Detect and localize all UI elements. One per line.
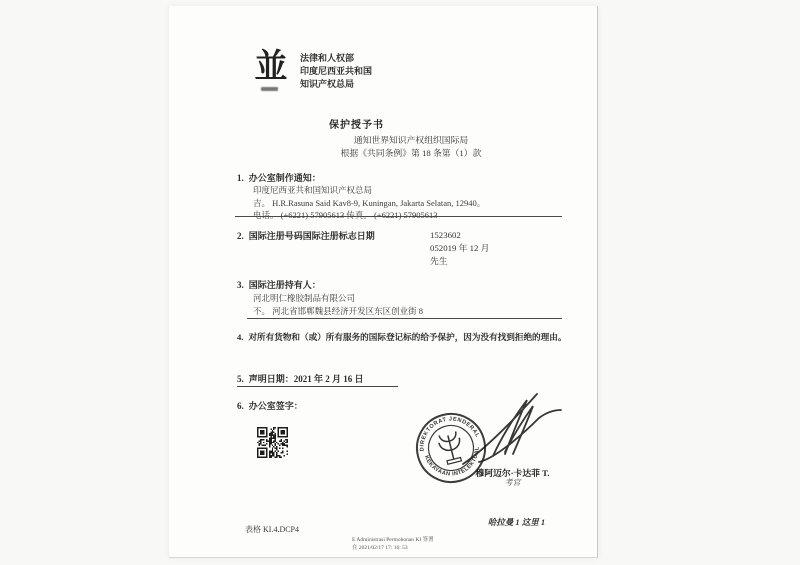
section-1-title: 办公室制作通知： <box>248 173 321 183</box>
divider-rule <box>235 216 562 217</box>
signature-block <box>407 396 567 496</box>
section-3-body <box>253 292 573 317</box>
section-3-number: 3. <box>237 280 244 290</box>
office-address-line: 吉。 H.R.Rasuna Said Kav8-9, Kuningan, Jakarta Selatan, 12940。 <box>253 197 486 208</box>
certificate-page <box>169 6 598 558</box>
stamp-text-bottom: KEKAYAAN INTELEKTUAL <box>422 446 481 478</box>
footer-meta <box>352 536 434 552</box>
section-6-heading <box>237 399 303 412</box>
section-2-title: 国际注册号码国际注册标志日期 <box>248 231 375 241</box>
logo-caption-smudge <box>261 87 278 91</box>
section-6-number: 6. <box>237 401 244 411</box>
registration-salutation: 先生 <box>430 256 448 266</box>
section-2-number: 2. <box>237 231 244 241</box>
holder-name-line: 河北明仁橡胶制品有限公司 <box>253 293 356 303</box>
ministry-line: 知识产权总局 <box>300 79 355 89</box>
registration-number: 1523602 <box>430 230 461 240</box>
section-1-heading <box>237 171 321 184</box>
section-4-heading <box>237 331 566 343</box>
footer-form-code: 表格 KI.4.DCP4 <box>245 525 300 534</box>
section-2-heading <box>237 229 375 242</box>
office-name-line: 印度尼西亚共和国知识产权总局 <box>253 185 373 195</box>
stamp-text-top: DIREKTORAT JENDERAL <box>419 416 481 452</box>
section-5-number: 5. <box>237 374 244 384</box>
section-3-heading <box>237 278 321 291</box>
office-phone-line: 电话。 (+6221) 57905613 传真。 (+6221) 57905613 <box>253 210 438 220</box>
document-title: 保护授予书 <box>329 120 384 131</box>
divider-rule <box>247 318 562 319</box>
signer-role: 考官 <box>504 478 521 487</box>
holder-address-line: 不。 河北省邯郸魏县经济开发区东区创业街 8 <box>253 305 424 316</box>
footer-meta-line: E Administrasi Permohonan KI 签署 <box>352 537 434 543</box>
subtitle-line: 通知世界知识产权组织国际局 <box>353 135 469 145</box>
subtitle-line: 根据《共同条例》第 18 条第（1）款 <box>340 147 482 158</box>
ministry-line: 印度尼西亚共和国 <box>300 66 373 76</box>
document-subtitle <box>269 134 553 159</box>
section-3-title: 国际注册持有人： <box>248 280 321 290</box>
footer-page-label: 哈拉曼 1 这里 1 <box>487 517 546 527</box>
ministry-name-block <box>300 52 372 91</box>
section-6-title: 办公室签字： <box>248 401 303 411</box>
ministry-logo <box>251 51 291 91</box>
section-5-heading <box>237 372 398 385</box>
qr-code <box>257 427 288 463</box>
section-4-title: 对所有货物和（或）所有服务的国际登记标的给予保护，因为没有找到拒绝的理由。 <box>248 332 567 342</box>
ministry-line: 法律和人权部 <box>300 53 355 63</box>
section-1-number: 1. <box>237 173 244 183</box>
footer-meta-line: 在 2021/02/17 17: 16: 53 <box>352 545 408 551</box>
registration-date: 052019 年 12 月 <box>430 243 490 253</box>
ministry-logo-glyph: 並 <box>254 49 288 85</box>
handwritten-signature <box>449 388 567 472</box>
declaration-date: 声明日期：2021 年 2 月 16 日 <box>248 374 364 384</box>
signer-name: 穆阿迈尔·卡达菲 T. <box>475 468 550 478</box>
registration-values <box>430 229 489 268</box>
section-4-number: 4. <box>237 332 244 342</box>
